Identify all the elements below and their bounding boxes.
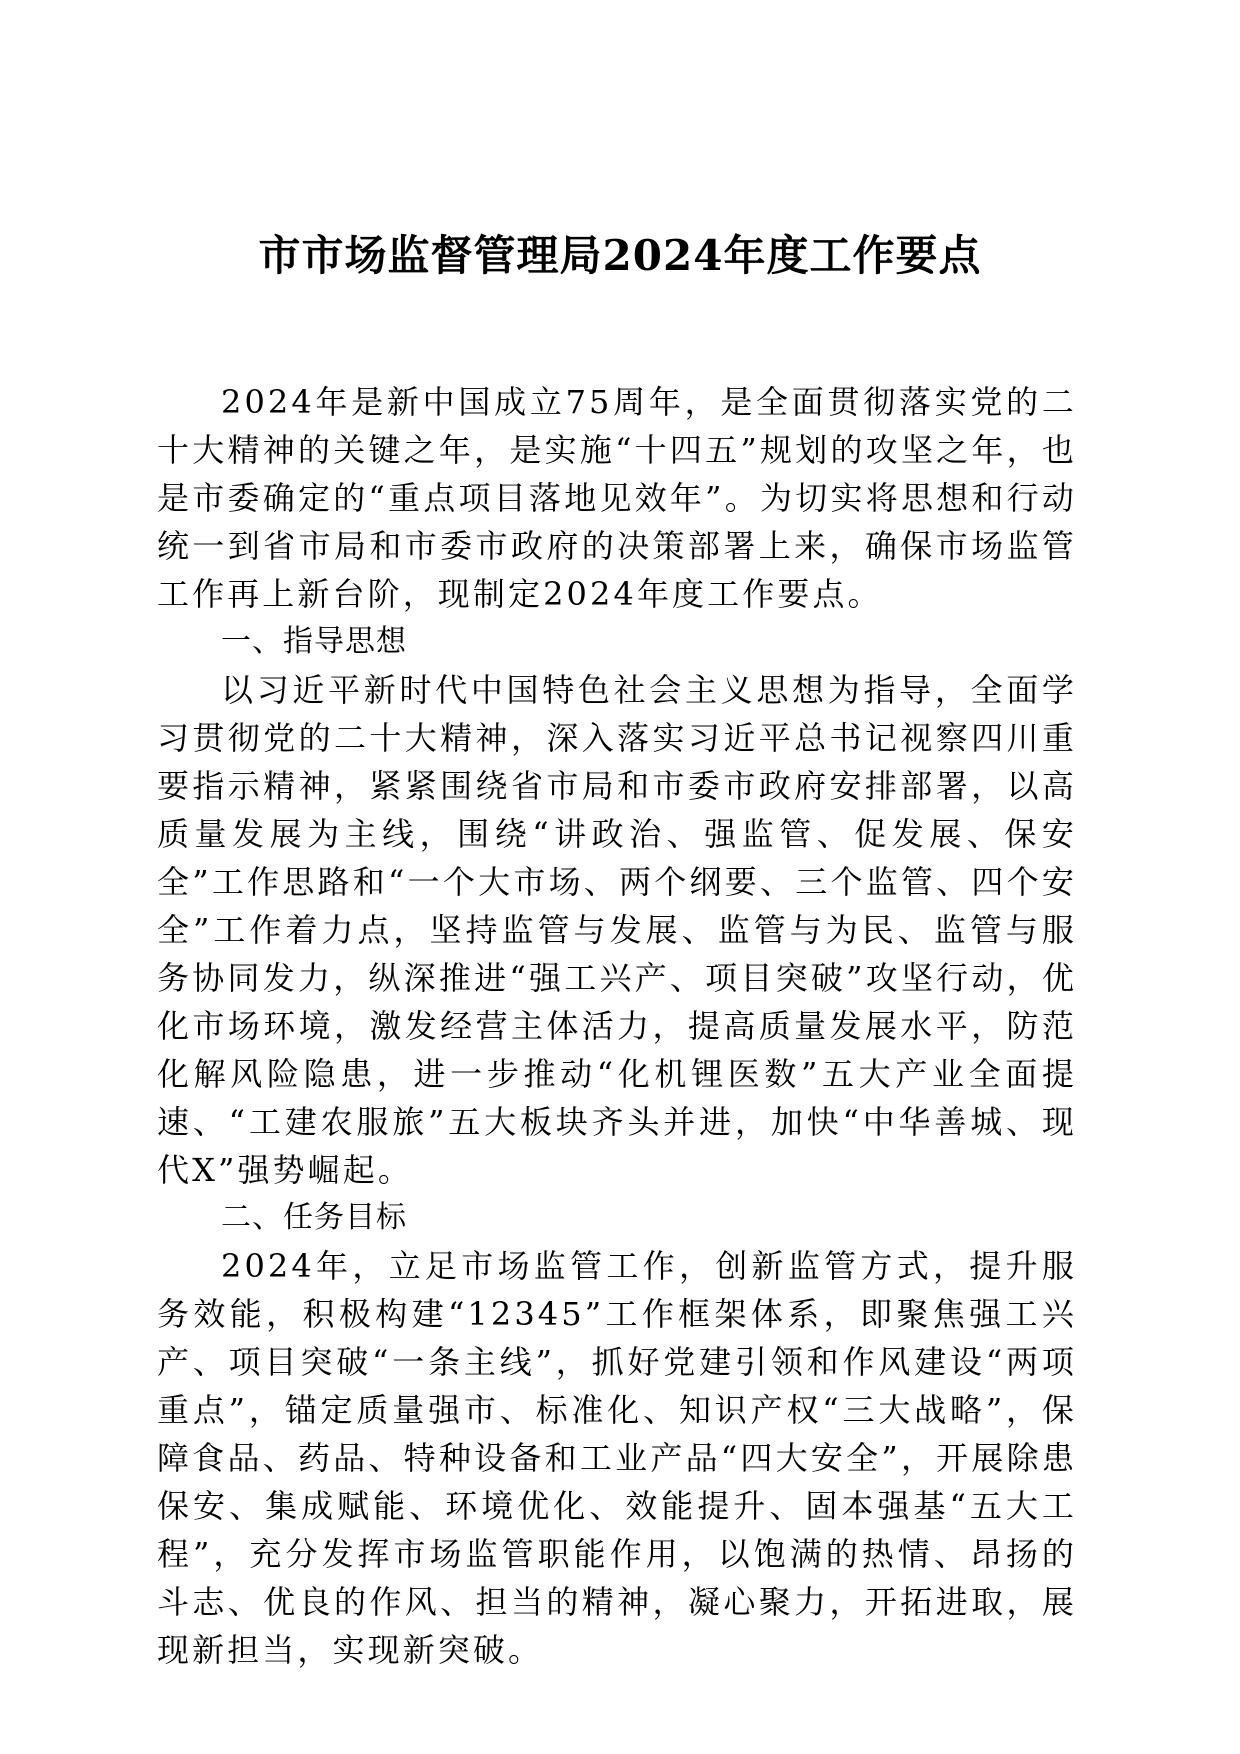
document-title: 市市场监督管理局2024年度工作要点 — [258, 231, 982, 280]
document-body — [157, 378, 1077, 1674]
section-paragraph-task-goals: 2024年，立足市场监管工作，创新监管方式，提升服务效能，积极构建“12345”工作框架体系，即聚焦强工兴产、项目突破“一条主线”，抓好党建引领和作风建设“两项重点”，锚定质量强市、标准化、知识产权“三大战略”，保障食品、药品、特种设备和工业产品“四大安全”，开展除患保安、集成赋能、环境优化、效能提升、固本强基“五大工程”，充分发挥市场监管职能作用，以饱满的热情、昂扬的斗志、优良的作风、担当的精神，凝心聚力，开拓进取，展现新担当，实现新突破。 — [157, 1247, 1077, 1669]
section-heading-task-goals: 二、任务目标 — [221, 1200, 407, 1235]
section-paragraph-guiding-ideology: 以习近平新时代中国特色社会主义思想为指导，全面学习贯彻党的二十大精神，深入落实习近平总书记视察四川重要指示精神，紧紧围绕省市局和市委市政府安排部署，以高质量发展为主线，围绕“讲政治、强监管、促发展、保安全”工作思路和“一个大市场、两个纲要、三个监管、四个安全”工作着力点，坚持监管与发展、监管与为民、监管与服务协同发力，纵深推进“强工兴产、项目突破”攻坚行动，优化市场环境，激发经营主体活力，提高质量发展水平，防范化解风险隐患，进一步推动“化机锂医数”五大产业全面提速、“工建农服旅”五大板块齐头并进，加快“中华善城、现代X”强势崛起。 — [157, 671, 1077, 1189]
section-heading-guiding-ideology: 一、指导思想 — [221, 624, 407, 659]
intro-paragraph: 2024年是新中国成立75周年，是全面贯彻落实党的二十大精神的关键之年，是实施“十四五”规划的攻坚之年，也是市委确定的“重点项目落地见效年”。为切实将思想和行动统一到省市局和市委市政府的决策部署上来，确保市场监管工作再上新台阶，现制定2024年度工作要点。 — [157, 383, 1077, 613]
